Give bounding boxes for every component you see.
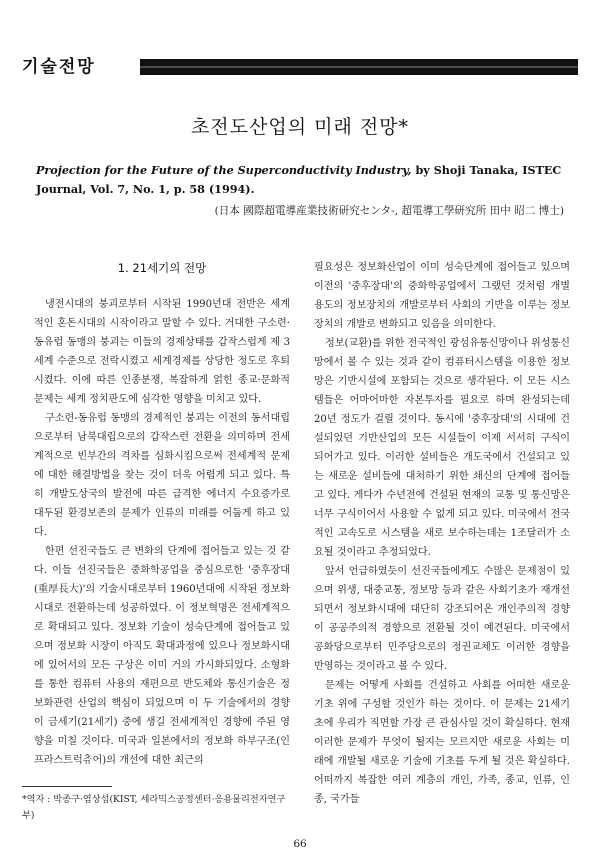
paragraph: 문제는 어떻게 사회를 건설하고 사회를 어떠한 새로운 기초 위에 구성할 것인가 하는 것이다. 이 문제는 21세기 초에 우리가 직면할 가장 큰 관심사일 것이 확실하다. 현재 이러한 문제가 무엇이 될지는 모르지만 새로운 사회는 미래에 개발될 새로운 기술에 기초를 두게 될 것은 확실하다. 어떠까지 복잡한 여러 계층의 개인, 가족, 종교, 인류, 인종, 국가들 (314, 680, 570, 805)
section-label: 기술전망 (22, 57, 96, 77)
citation (36, 161, 566, 199)
citation-source-title: Projection for the Future of the Superconductivity Industry, (36, 163, 412, 177)
paragraph: 앞서 언급하였듯이 선진국들에게도 수많은 문제점이 있으며 위생, 대중교통, 정보망 등과 같은 사회기초가 재개선되면서 정보화시대에 대단히 강조되어온 개인주의적 경향이 공공주의적 경향으로 전환될 것이 예견된다. 미국에서 공화당으로부터 민주당으로의 정권교체도 이러한 경향을 반영하는 것이라고 볼 수 있다. (314, 566, 570, 672)
footnote-divider (22, 786, 112, 787)
page-number: 66 (293, 838, 307, 850)
paragraph: 냉전시대의 붕괴로부터 시작된 1990년대 전반은 세계적인 혼돈시대의 시작이라고 말할 수 있다. 거대한 구소련·동유럽 동맹의 붕괴는 이들의 경제상태를 갑작스럽게 제 3세계 수준으로 전락시켰고 세계경제를 상당한 정도로 후퇴시켰다. 이에 따른 인종분쟁, 복잡하게 얽힌 종교·문화적 문제는 세계 정치판도에 심각한 영향을 미치고 있다. (34, 299, 290, 405)
paragraph: 정보(교환)를 위한 전국적인 광섬유통신망이나 위성통신망에서 볼 수 있는 것과 같이 컴퓨터시스템을 이용한 정보망은 기반시설에 포함되는 것으로 생각된다. 이 모든 시스템들은 어마어마한 자본투자를 필요로 하며 완성되는데 20년 정도가 걸릴 것이다. 동시에 '중후장대'의 시대에 건설되었던 기반산업의 모든 시설들이 이제 서서히 구식이 되어가고 있다. 이러한 설비들은 개도국에서 건설되고 있는 새로운 설비들에 대처하기 위한 쇄신의 단계에 접어들고 있다. 게다가 수년전에 건설된 현재의 교통 및 통신망은 너무 구식이어서 사용할 수 없게 되고 있다. 미국에서 전국적인 고속도로 시스템을 새로 보수하는데는 1조달러가 소요될 것이라고 추정되었다. (314, 338, 570, 558)
paragraph: 필요성은 정보화산업이 이미 성숙단계에 접어들고 있으며 이전의 '중후장대'의 중화학공업에서 그랬던 것처럼 개별 용도의 정보장치의 개발로부터 사회의 기반을 이루는 정보장치의 개발로 변화되고 있음을 의미한다. (314, 262, 570, 330)
section-heading: 1. 21세기의 전망 (117, 261, 207, 275)
paragraph: 한편 선진국들도 큰 변화의 단계에 접어들고 있는 것 같다. 이들 선진국들은 중화학공업을 중심으로한 '중후장대(重厚長大)'의 기술시대로부터 1960년대에 시작된 정보화시대로 전환하는데 성공하였다. 이 정보혁명은 전세계적으로 확대되고 있다. 정보화 기술이 성숙단계에 접어들고 있으며 정보화 시장이 아직도 확대과정에 있으나 정보화시대에 있어서의 모든 구상은 이미 거의 가시화되었다. 소형화를 통한 컴퓨터 사용의 재편으로 반도체와 통신기술은 정보화관련 산업의 핵심이 되었으며 이 두 기술에서의 경향이 금세기(21세기) 중에 생길 전세계적인 경향에 주된 영향을 미칠 것이다. 미국과 일본에서의 정보화 하부구조(인프라스트럭츄어)의 개선에 대한 최근의 (34, 546, 290, 766)
section-header-bar (140, 59, 578, 75)
right-column (314, 258, 570, 809)
citation-details: by Shoji Tanaka, ISTEC Journal, Vol. 7, No. 1, p. 58 (1994). (36, 163, 562, 196)
article-title: 초전도산업의 미래 전망* (190, 116, 410, 138)
author-affiliation: (日本 國際超電導産業技術研究センタ-, 超電導工學研究所 田中 昭二 博士) (214, 205, 564, 217)
paragraph: 구소련-동유럽 동맹의 경제적인 붕괴는 이전의 동서대립으로부터 남북대립으로의 갑작스런 전환을 의미하며 전세계적으로 빈부간의 격차를 심화시킴으로써 전세계적 문제에 대한 해결방법을 찾는 것이 더욱 어렵게 되고 있다. 특히 개발도상국의 발전에 따른 급격한 에너지 수요증가로 대두된 환경보존의 문제가 인류의 미래를 어둡게 하고 있다. (34, 413, 290, 538)
translator-footnote: *역자 : 박종구·염상섭(KIST, 세라믹스공정센터·응용물리전자연구부) (22, 794, 286, 821)
left-column (34, 295, 290, 770)
section-header (22, 54, 578, 80)
